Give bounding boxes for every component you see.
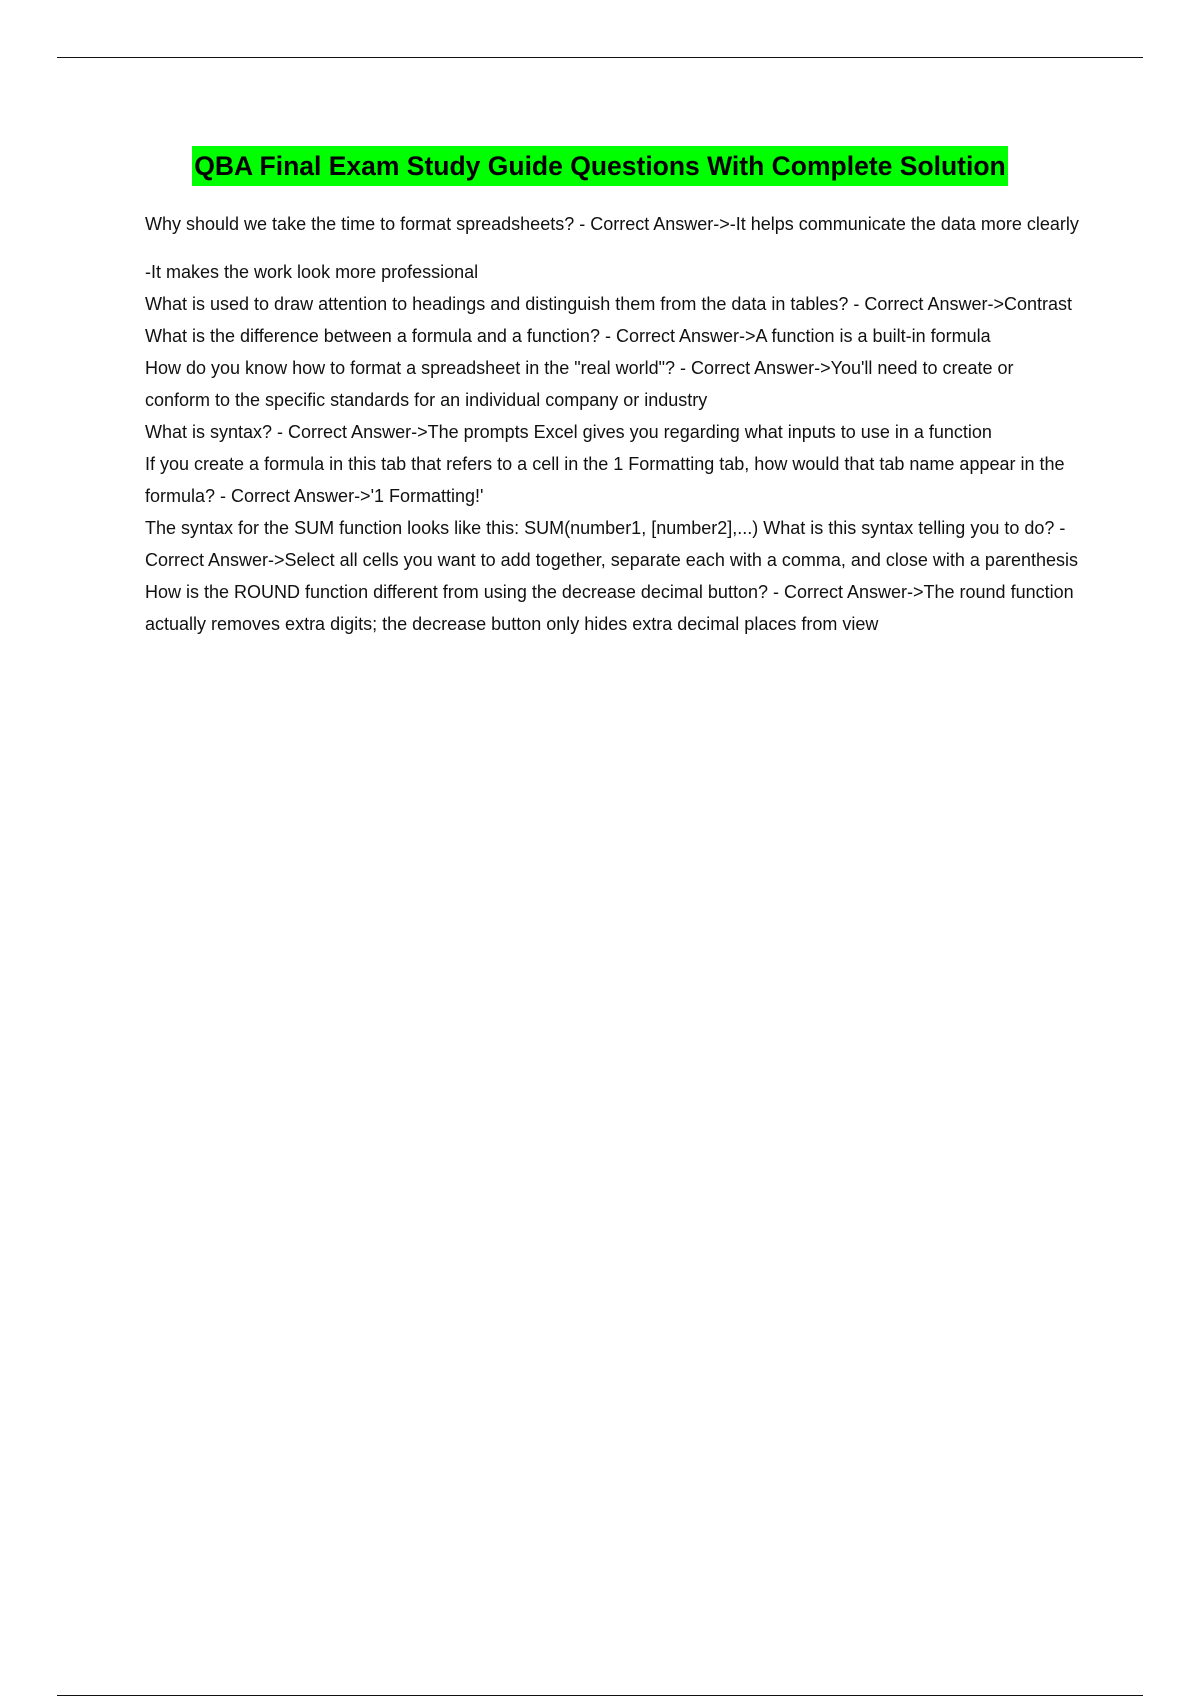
title-container: [0, 146, 1200, 186]
qa-item: What is the difference between a formula and a function? - Correct Answer->A function is a built-in formula: [145, 326, 991, 346]
qa-item: What is used to draw attention to headings and distinguish them from the data in tables? - Correct Answer->Contrast: [145, 294, 1072, 314]
qa-item-continuation: -It makes the work look more professional: [145, 262, 479, 282]
qa-list: [145, 208, 1080, 640]
bottom-rule: [57, 1695, 1143, 1696]
qa-item: If you create a formula in this tab that refers to a cell in the 1 Formatting tab, how would that tab name appear in the formula? - Correct Answer->'1 Formatting!': [145, 454, 1065, 506]
qa-item: How is the ROUND function different from using the decrease decimal button? - Correct Answer->The round function actually removes extra digits; the decrease button only hides extra decimal places from view: [145, 582, 1074, 634]
top-rule: [57, 57, 1143, 58]
document-title: QBA Final Exam Study Guide Questions With Complete Solution: [192, 146, 1008, 186]
qa-item: The syntax for the SUM function looks like this: SUM(number1, [number2],...) What is this syntax telling you to do? - Correct Answer->Select all cells you want to add together, separate each with a comma, and close with a parenthesis: [145, 518, 1078, 570]
qa-item: How do you know how to format a spreadsheet in the "real world"? - Correct Answer->You'll need to create or conform to the specific standards for an individual company or industry: [145, 358, 1014, 410]
qa-item: What is syntax? - Correct Answer->The prompts Excel gives you regarding what inputs to use in a function: [145, 422, 992, 442]
qa-item: Why should we take the time to format spreadsheets? - Correct Answer->-It helps communicate the data more clearly: [145, 214, 1079, 234]
